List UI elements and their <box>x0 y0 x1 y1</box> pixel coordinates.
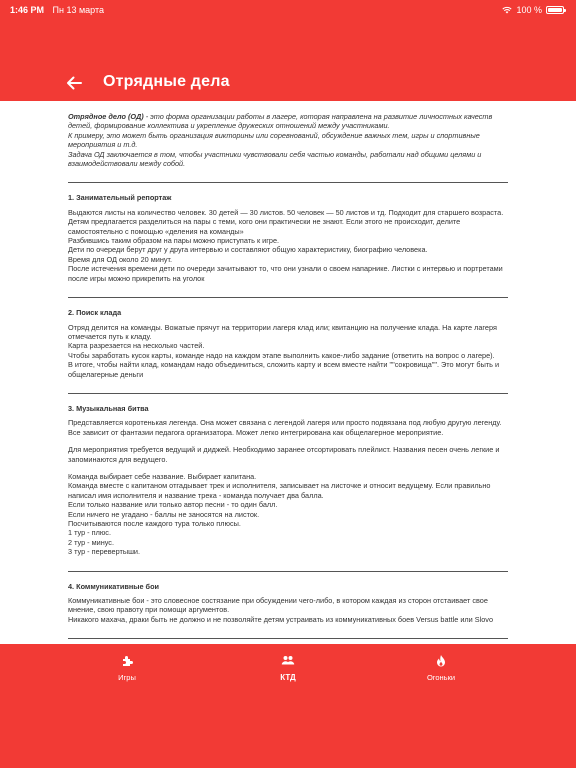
section-paragraph: Время для ОД около 20 минут. <box>68 254 173 264</box>
section-paragraph: 2 тур - минус. <box>68 537 114 547</box>
section-paragraph: Выдаются листы на количество человек. 30 детей — 30 листов. 50 человек — 50 листов и тд. Подходит для старшего возраста. <box>68 207 504 217</box>
divider <box>68 393 508 394</box>
section-music-battle <box>68 404 508 557</box>
intro-definition <box>68 112 508 131</box>
section-paragraph: В итоге, чтобы найти клад, командам надо объединиться, сложить карту и всем вместе найти ""сокровища"". Это могут быть и общелагерные деньги <box>68 360 500 379</box>
divider <box>68 297 508 298</box>
section-title: 3. Музыкальная битва <box>68 403 149 413</box>
section-paragraph: Дети по очереди берут друг у друга интервью и составляют общую характеристику, биографию человека. <box>68 245 428 255</box>
section-title: 1. Занимательный репортаж <box>68 193 172 203</box>
tab-campfires[interactable] <box>381 654 501 694</box>
section-paragraph: Команда вместе с капитаном отгадывает трек и исполнителя, записывает на листочке и относит ведущему. Если правильно написал имя исполнителя и название трека - команда получает два балла. <box>68 481 491 500</box>
status-right <box>502 5 564 15</box>
section-paragraph: Коммуникативные бои - это словесное состязание при обсуждении чего-либо, в котором каждая из сторон отстаивает свое мнение, свою правоту при помощи аргументов. <box>68 596 488 615</box>
battery-icon <box>546 6 564 14</box>
section-treasure-hunt <box>68 308 508 379</box>
intro-block <box>68 112 508 168</box>
divider <box>68 638 508 639</box>
section-title: 2. Поиск клада <box>68 308 122 318</box>
status-bar <box>0 0 576 20</box>
battery-percent: 100 % <box>516 5 542 15</box>
arrow-left-icon <box>66 76 82 90</box>
section-body <box>68 208 508 283</box>
section-paragraph: Детям предлагается разделиться на пары с теми, кого они практически не знают. Если этого не происходит, делите самостоятельно с помощью «деления на команды» <box>68 217 461 236</box>
puzzle-icon <box>120 654 134 668</box>
page-title: Отрядные дела <box>103 73 230 90</box>
tab-label: Огоньки <box>426 673 456 682</box>
section-communicative-battles <box>68 582 508 625</box>
section-title: 4. Коммуникативные бои <box>68 581 160 591</box>
tab-label: КТД <box>280 673 296 682</box>
divider <box>68 571 508 572</box>
tab-ktd[interactable] <box>228 654 348 694</box>
section-paragraph: Если ничего не угадано - баллы не заносятся на листок. <box>68 509 260 519</box>
section-paragraph: Никакого махача, драки быть не должно и не позволяйте детям устраивать из коммуникативных боев Versus battle или Slovo <box>68 614 494 624</box>
section-body <box>68 596 508 624</box>
section-paragraph: Если только название или только автор песни - то один балл. <box>68 500 278 510</box>
back-button[interactable] <box>63 74 85 92</box>
tab-games[interactable] <box>67 654 187 694</box>
section-paragraph: После истечения времени дети по очереди зачитывают то, что они узнали о своем напарнике. Листки с интервью и портретами после игры можно прикрепить на уголок <box>68 264 503 283</box>
intro-line: Задача ОД заключается в том, чтобы участники чувствовали себя частью команды, работали над общими целями и взаимодействовали между собой. <box>68 149 482 169</box>
section-paragraph: Чтобы заработать кусок карты, команде надо на каждом этапе выполнить какое-либо задание (ответить на вопрос о лагере). <box>68 350 495 360</box>
section-reportage <box>68 193 508 283</box>
section-paragraph: Отряд делится на команды. Вожатые прячут на территории лагеря клад или; квитанцию на получение клада. На карте лагеря отмечается путь к кладу. <box>68 322 497 341</box>
tab-label: Игры <box>118 673 136 682</box>
section-paragraph: Команда выбирает себе название. Выбирает капитана. <box>68 471 257 481</box>
battery-fill <box>548 8 562 12</box>
section-paragraph: 1 тур - плюс. <box>68 528 111 538</box>
status-left <box>10 5 104 15</box>
intro-definition-text: - это форма организации работы в лагере, которая направлена на развитие личностных качеств детей, формирование коллектива и укрепление дружеских отношений между участниками. <box>68 112 493 131</box>
intro-line: К примеру, это может быть организация викторины или соревнований, обсуждение важных тем, игры и спортивные мероприятия и т.д. <box>68 130 480 150</box>
section-body <box>68 323 508 379</box>
top-app-bar <box>0 0 576 101</box>
flame-icon <box>434 654 448 668</box>
article-content[interactable] <box>68 110 508 644</box>
status-time: 1:46 PM <box>10 5 45 15</box>
section-paragraph: 3 тур - перевертыши. <box>68 547 141 557</box>
bottom-tab-bar <box>0 644 576 768</box>
section-paragraph: Разбившись таким образом на пары можно приступать к игре. <box>68 236 280 246</box>
status-date: Пн 13 марта <box>52 5 105 15</box>
section-body <box>68 418 508 556</box>
navigation-bar <box>0 64 576 104</box>
section-paragraph: Для мероприятия требуется ведущий и диджей. Необходимо заранее отсортировать плейлист. Названия песен очень легкие и запоминаются для ведущего. <box>68 445 500 464</box>
group-icon <box>281 654 295 668</box>
divider <box>68 182 508 183</box>
section-paragraph: Представляется коротенькая легенда. Она может связана с легендой лагеря или просто подвязана под любую другую легенду. Все зависит от фантазии педагога организатора. Может легко интегрирована как общелагерное мероприятие. <box>68 418 502 437</box>
intro-term: Отрядное дело (ОД) <box>68 112 144 121</box>
section-paragraph: Карта разрезается на несколько частей. <box>68 341 205 351</box>
section-paragraph: Посчитываются после каждого тура только плюсы. <box>68 519 241 528</box>
wifi-icon <box>502 6 512 14</box>
